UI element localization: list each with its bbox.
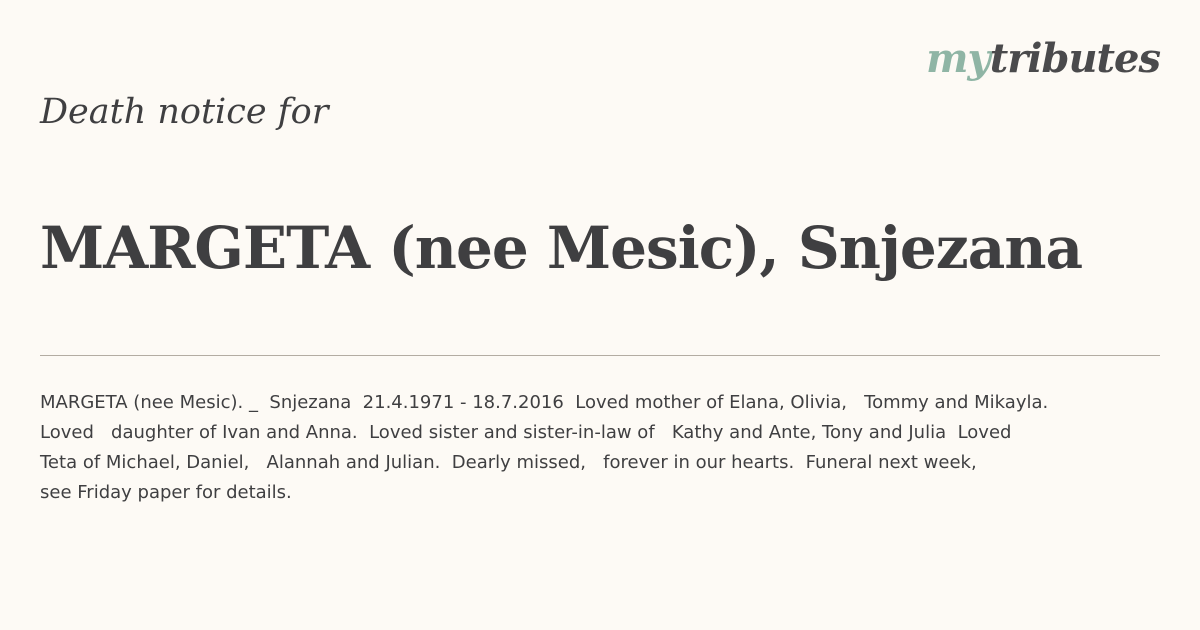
notice-body-line: see Friday paper for details. [40,482,292,503]
mytributes-logo[interactable] [926,34,1160,84]
notice-body-line: Loved daughter of Ivan and Anna. Loved sister and sister-in-law of Kathy and Ante, Tony and Julia Loved [40,422,1012,443]
notice-body [40,388,1160,508]
notice-body-line: Teta of Michael, Daniel, Alannah and Julian. Dearly missed, forever in our hearts. Funeral next week, [40,452,977,473]
divider [40,355,1160,356]
logo-my: my [926,35,990,82]
notice-subtitle: Death notice for [40,92,329,132]
deceased-name: MARGETA (nee Mesic), Snjezana [40,214,1083,282]
notice-body-line: MARGETA (nee Mesic). _ Snjezana 21.4.1971 - 18.7.2016 Loved mother of Elana, Olivia, Tommy and Mikayla. [40,392,1049,413]
logo-tributes: tributes [989,35,1160,82]
